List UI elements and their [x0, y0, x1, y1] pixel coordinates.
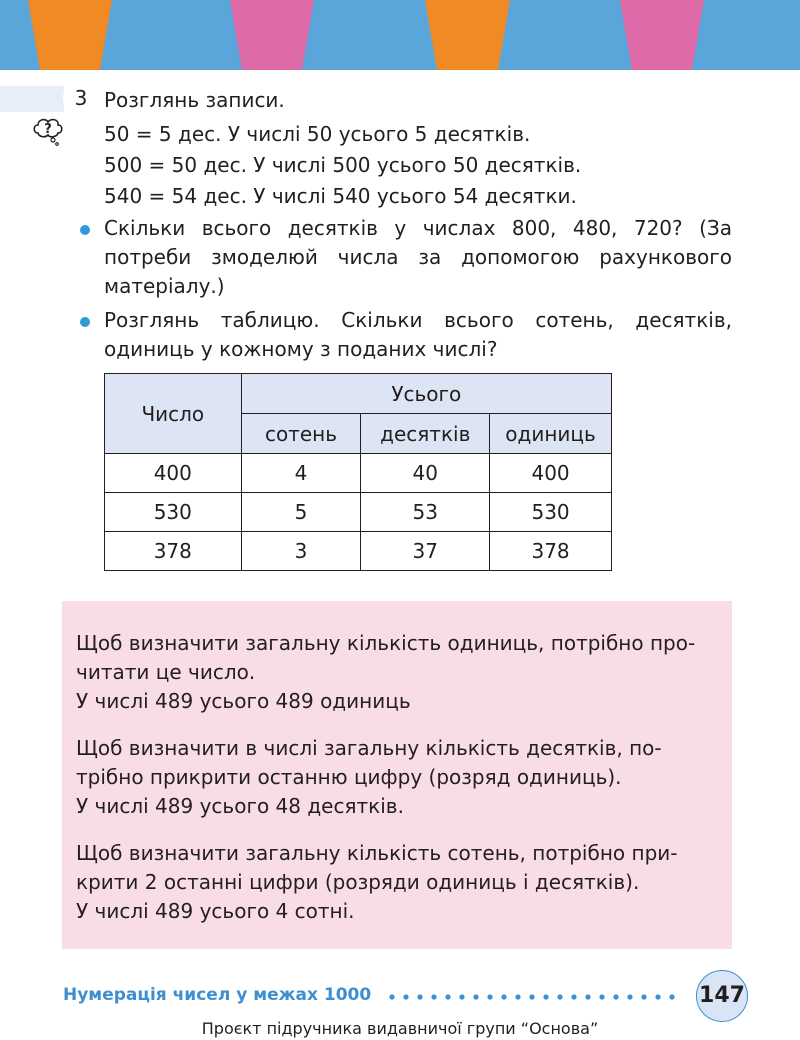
- rule-text: Щоб визначити в числі загальну кількість десятків, по-трібно прикрити останню цифру (розряд одиниць).: [76, 736, 662, 789]
- table-header-hundreds: сотень: [241, 414, 361, 454]
- table-cell: 53: [361, 493, 490, 532]
- dotted-leader: [388, 992, 688, 1002]
- table-cell: 40: [361, 454, 490, 493]
- page-number: 147: [696, 970, 748, 1022]
- table-cell: 400: [490, 454, 612, 493]
- section-title: Нумерація чисел у межах 1000: [63, 985, 372, 1005]
- table-cell: 5: [241, 493, 361, 532]
- rule-text: Щоб визначити загальну кількість одиниць, потрібно про-читати це число.: [76, 631, 696, 684]
- table-cell: 530: [105, 493, 242, 532]
- svg-text:?: ?: [44, 122, 52, 137]
- record-line: 50 = 5 дес. У числі 50 усього 5 десятків.: [104, 122, 531, 146]
- rule-example: У числі 489 усього 4 сотні.: [76, 899, 355, 923]
- bullet-question: Скільки всього десятків у числах 800, 480, 720? (За потреби змоделюй числа за допомогою рахункового матеріалу.): [104, 216, 732, 298]
- table-row: [105, 454, 612, 493]
- project-note: Проєкт підручника видавничої групи “Основа”: [201, 1019, 599, 1038]
- table-cell: 37: [361, 532, 490, 571]
- table-header-units: одиниць: [490, 414, 612, 454]
- number-table: [104, 373, 612, 571]
- table-header-number: Число: [105, 374, 242, 454]
- bullet-question: Розглянь таблицю. Скільки всього сотень, десятків, одиниць у кожному з поданих числі?: [104, 308, 732, 361]
- table-row: [105, 493, 612, 532]
- bullet-marker: [80, 317, 90, 327]
- table-cell: 378: [105, 532, 242, 571]
- record-line: 500 = 50 дес. У числі 500 усього 50 десятків.: [104, 153, 582, 177]
- task-number-bar: [0, 86, 64, 112]
- header-banner: [0, 0, 800, 70]
- rule-box: [62, 601, 732, 949]
- table-cell: 378: [490, 532, 612, 571]
- table-cell: 400: [105, 454, 242, 493]
- task-title: Розглянь записи.: [104, 88, 285, 112]
- question-cloud-icon: [30, 113, 66, 149]
- table-header-total: Усього: [241, 374, 611, 414]
- table-header-tens: десятків: [361, 414, 490, 454]
- table-row: [105, 532, 612, 571]
- table-cell: 4: [241, 454, 361, 493]
- record-line: 540 = 54 дес. У числі 540 усього 54 десятки.: [104, 184, 577, 208]
- table-cell: 530: [490, 493, 612, 532]
- rule-example: У числі 489 усього 489 одиниць: [76, 689, 411, 713]
- rule-example: У числі 489 усього 48 десятків.: [76, 794, 404, 818]
- rule-text: Щоб визначити загальну кількість сотень, потрібно при-крити 2 останні цифри (розряди одиниць і десятків).: [76, 841, 678, 894]
- task-number: 3: [63, 80, 99, 116]
- table-cell: 3: [241, 532, 361, 571]
- bullet-marker: [80, 225, 90, 235]
